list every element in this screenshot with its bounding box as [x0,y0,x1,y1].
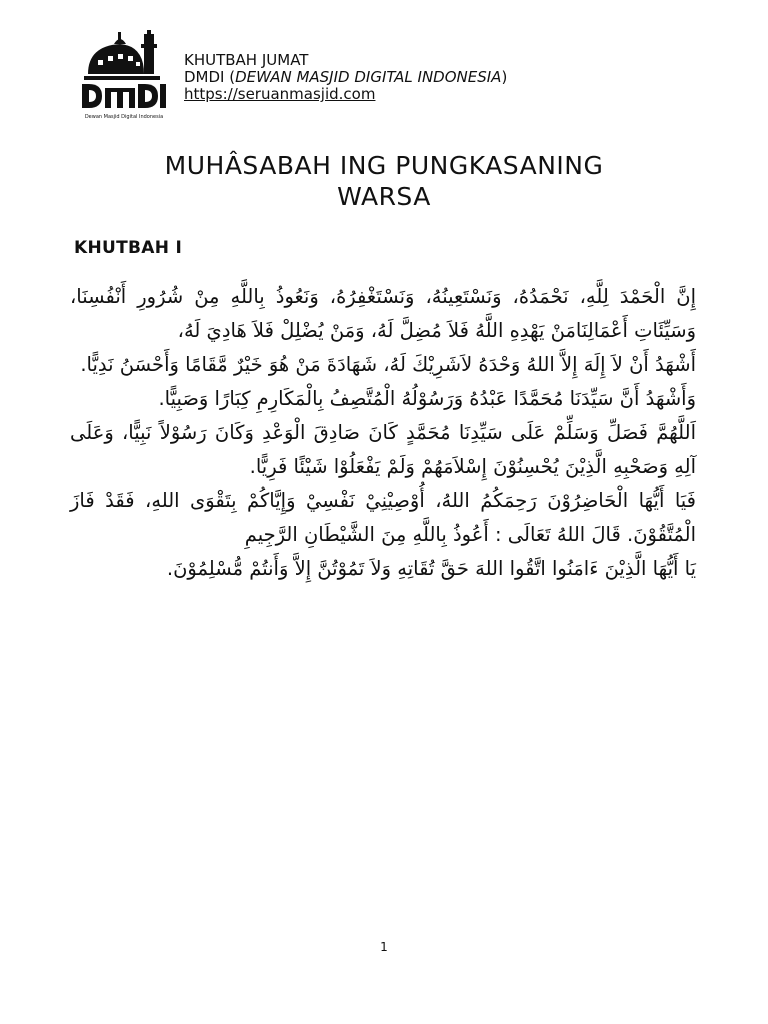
arabic-paragraph: وَأَشْهَدُ أَنَّ سَيِّدَنَا مُحَمَّدًا عَبْدُهُ وَرَسُوْلُهُ الْمُتَّصِفُ بِالْمَكَارِمِ كِبَارًا وَصَبِيًّا. [158,387,696,410]
arabic-paragraph: أَشْهَدُ أَنْ لاَ إِلَهَ إِلاَّ اللهُ وَحْدَهُ لاَشَرِيْكَ لَهُ، شَهَادَةَ مَنْ هُوَ خَيْرٌ مَّقَامًا وَأَحْسَنُ نَدِيًّا. [80,353,696,376]
website-link[interactable]: https://seruanmasjid.com [184,85,376,103]
section-heading: KHUTBAH I [74,238,183,258]
page-number: 1 [380,940,388,954]
dmdi-logo [78,30,170,122]
arabic-text-block [70,280,696,586]
org-close-paren: ) [501,68,508,86]
logo-subtext: Dewan Masjid Digital Indonesia [84,114,164,120]
document-title [60,150,708,212]
header-org [184,69,704,86]
header-title: KHUTBAH JUMAT [184,51,309,69]
org-abbr: DMDI [184,68,225,86]
title-line-2: WARSA [337,182,431,211]
org-full-name: DEWAN MASJID DIGITAL INDONESIA [235,68,502,86]
arabic-paragraph: فَيَا أَيُّهَا الْحَاضِرُوْنَ رَحِمَكُمُ اللهُ، أُوْصِيْنِيْ نَفْسِيْ وَإِيَّاكُمْ بِتَقْوَى اللهِ، فَقَدْ فَازَ الْمُتَّقُوْنَ. قَالَ اللهُ تَعَالَى : أَعُوذُ بِاللَّهِ مِنَ الشَّيْطَانِ الرَّجِيمِ [70,489,696,546]
arabic-paragraph: إِنَّ الْحَمْدَ لِلَّهِ، نَحْمَدُهُ، وَنَسْتَعِينُهُ، وَنَسْتَغْفِرُهُ، وَنَعُوذُ بِاللَّهِ مِنْ شُرُورِ أَنْفُسِنَا، وَسَيِّئَاتِ أَعْمَالِنَامَنْ يَهْدِهِ اللَّهُ فَلاَ مُضِلَّ لَهُ، وَمَنْ يُضْلِلْ فَلاَ هَادِيَ لَهُ، [70,285,696,342]
title-line-1: MUHÂSABAH ING PUNGKASANING [164,151,604,180]
arabic-paragraph: يَا أَيُّهَا الَّذِيْنَ ءَامَنُوا اتَّقُوا اللهَ حَقَّ تُقَاتِهِ وَلاَ تَمُوْتُنَّ إِلاَّ وَأَنتُمْ مُّسْلِمُوْنَ. [166,557,696,580]
header-text [184,52,704,103]
arabic-paragraph: اَللَّهُمَّ فَصَلِّ وَسَلِّمْ عَلَى سَيِّدِنَا مُحَمَّدٍ كَانَ صَادِقَ الْوَعْدِ وَكَانَ رَسُوْلاً نَبِيًّا، وَعَلَى آلِهِ وَصَحْبِهِ الَّذِيْنَ يُحْسِنُوْنَ إِسْلاَمَهُمْ وَلَمْ يَفْعَلُوْا شَيْئًا فَرِيًّا. [70,421,696,478]
org-open-paren: ( [224,68,236,86]
